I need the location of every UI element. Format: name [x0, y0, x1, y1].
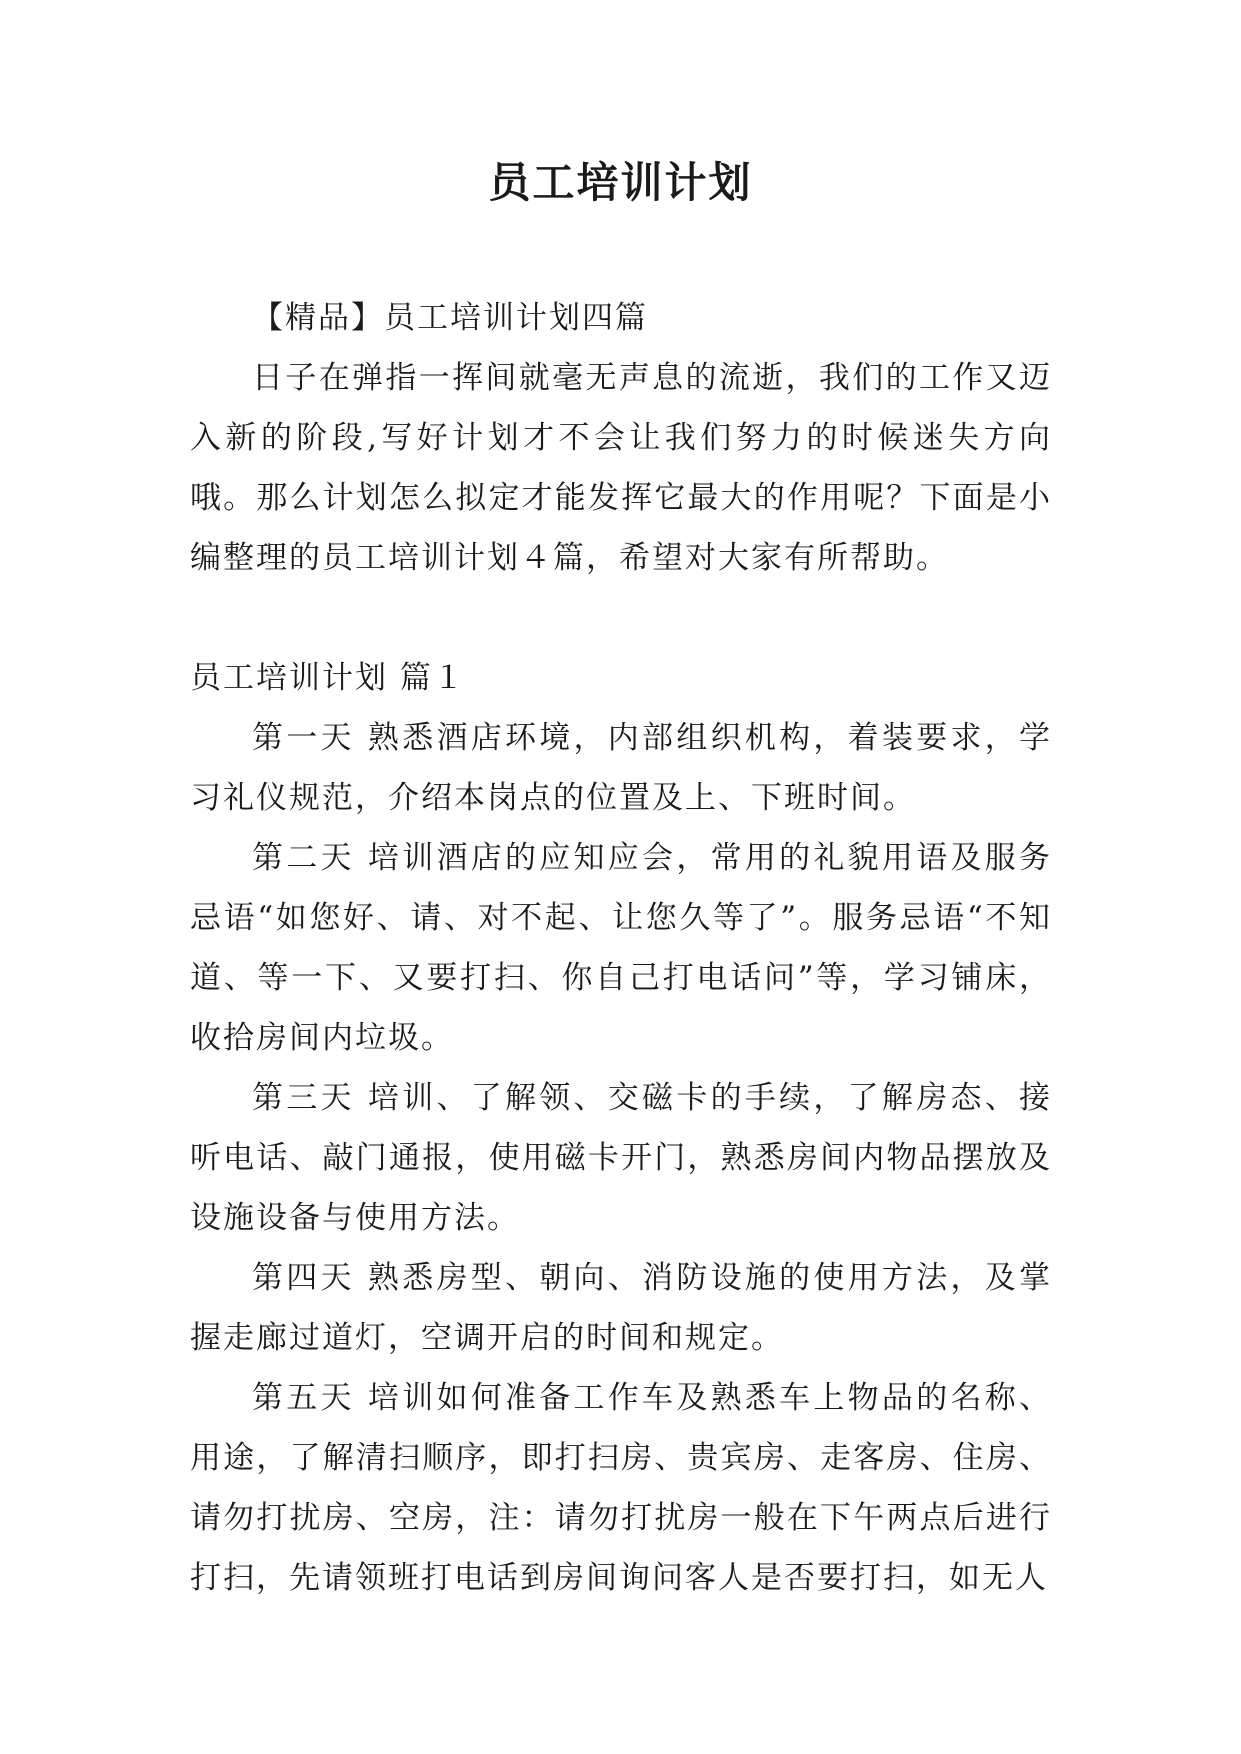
paragraph-day-1: 第一天 熟悉酒店环境，内部组织机构，着装要求，学习礼仪规范，介绍本岗点的位置及上、下班时间。	[190, 720, 1052, 816]
document-title: 员工培训计划	[488, 158, 753, 207]
paragraph-day-5: 第五天 培训如何准备工作车及熟悉车上物品的名称、用途，了解清扫顺序，即打扫房、贵宾房、走客房、住房、请勿打扰房、空房，注：请勿打扰房一般在下午两点后进行打扫，先请领班打电话到房间询问客人是否要打扫，如无人	[190, 1380, 1052, 1596]
document-body	[190, 288, 1052, 1608]
section-title: 员工培训计划 篇１	[190, 660, 466, 696]
intro-heading: 【精品】员工培训计划四篇	[252, 300, 648, 336]
intro-paragraph: 日子在弹指一挥间就毫无声息的流逝，我们的工作又迈入新的阶段,写好计划才不会让我们努力的时候迷失方向哦。那么计划怎么拟定才能发挥它最大的作用呢？下面是小编整理的员工培训计划４篇，希望对大家有所帮助。	[190, 360, 1052, 576]
paragraph-day-2: 第二天 培训酒店的应知应会，常用的礼貌用语及服务忌语“如您好、请、对不起、让您久等了”。服务忌语“不知道、等一下、又要打扫、你自己打电话问”等，学习铺床，收拾房间内垃圾。	[190, 840, 1052, 1056]
paragraph-day-3: 第三天 培训、了解领、交磁卡的手续，了解房态、接听电话、敲门通报，使用磁卡开门，熟悉房间内物品摆放及设施设备与使用方法。	[190, 1080, 1052, 1236]
paragraph-day-4: 第四天 熟悉房型、朝向、消防设施的使用方法，及掌握走廊过道灯，空调开启的时间和规定。	[190, 1260, 1052, 1356]
